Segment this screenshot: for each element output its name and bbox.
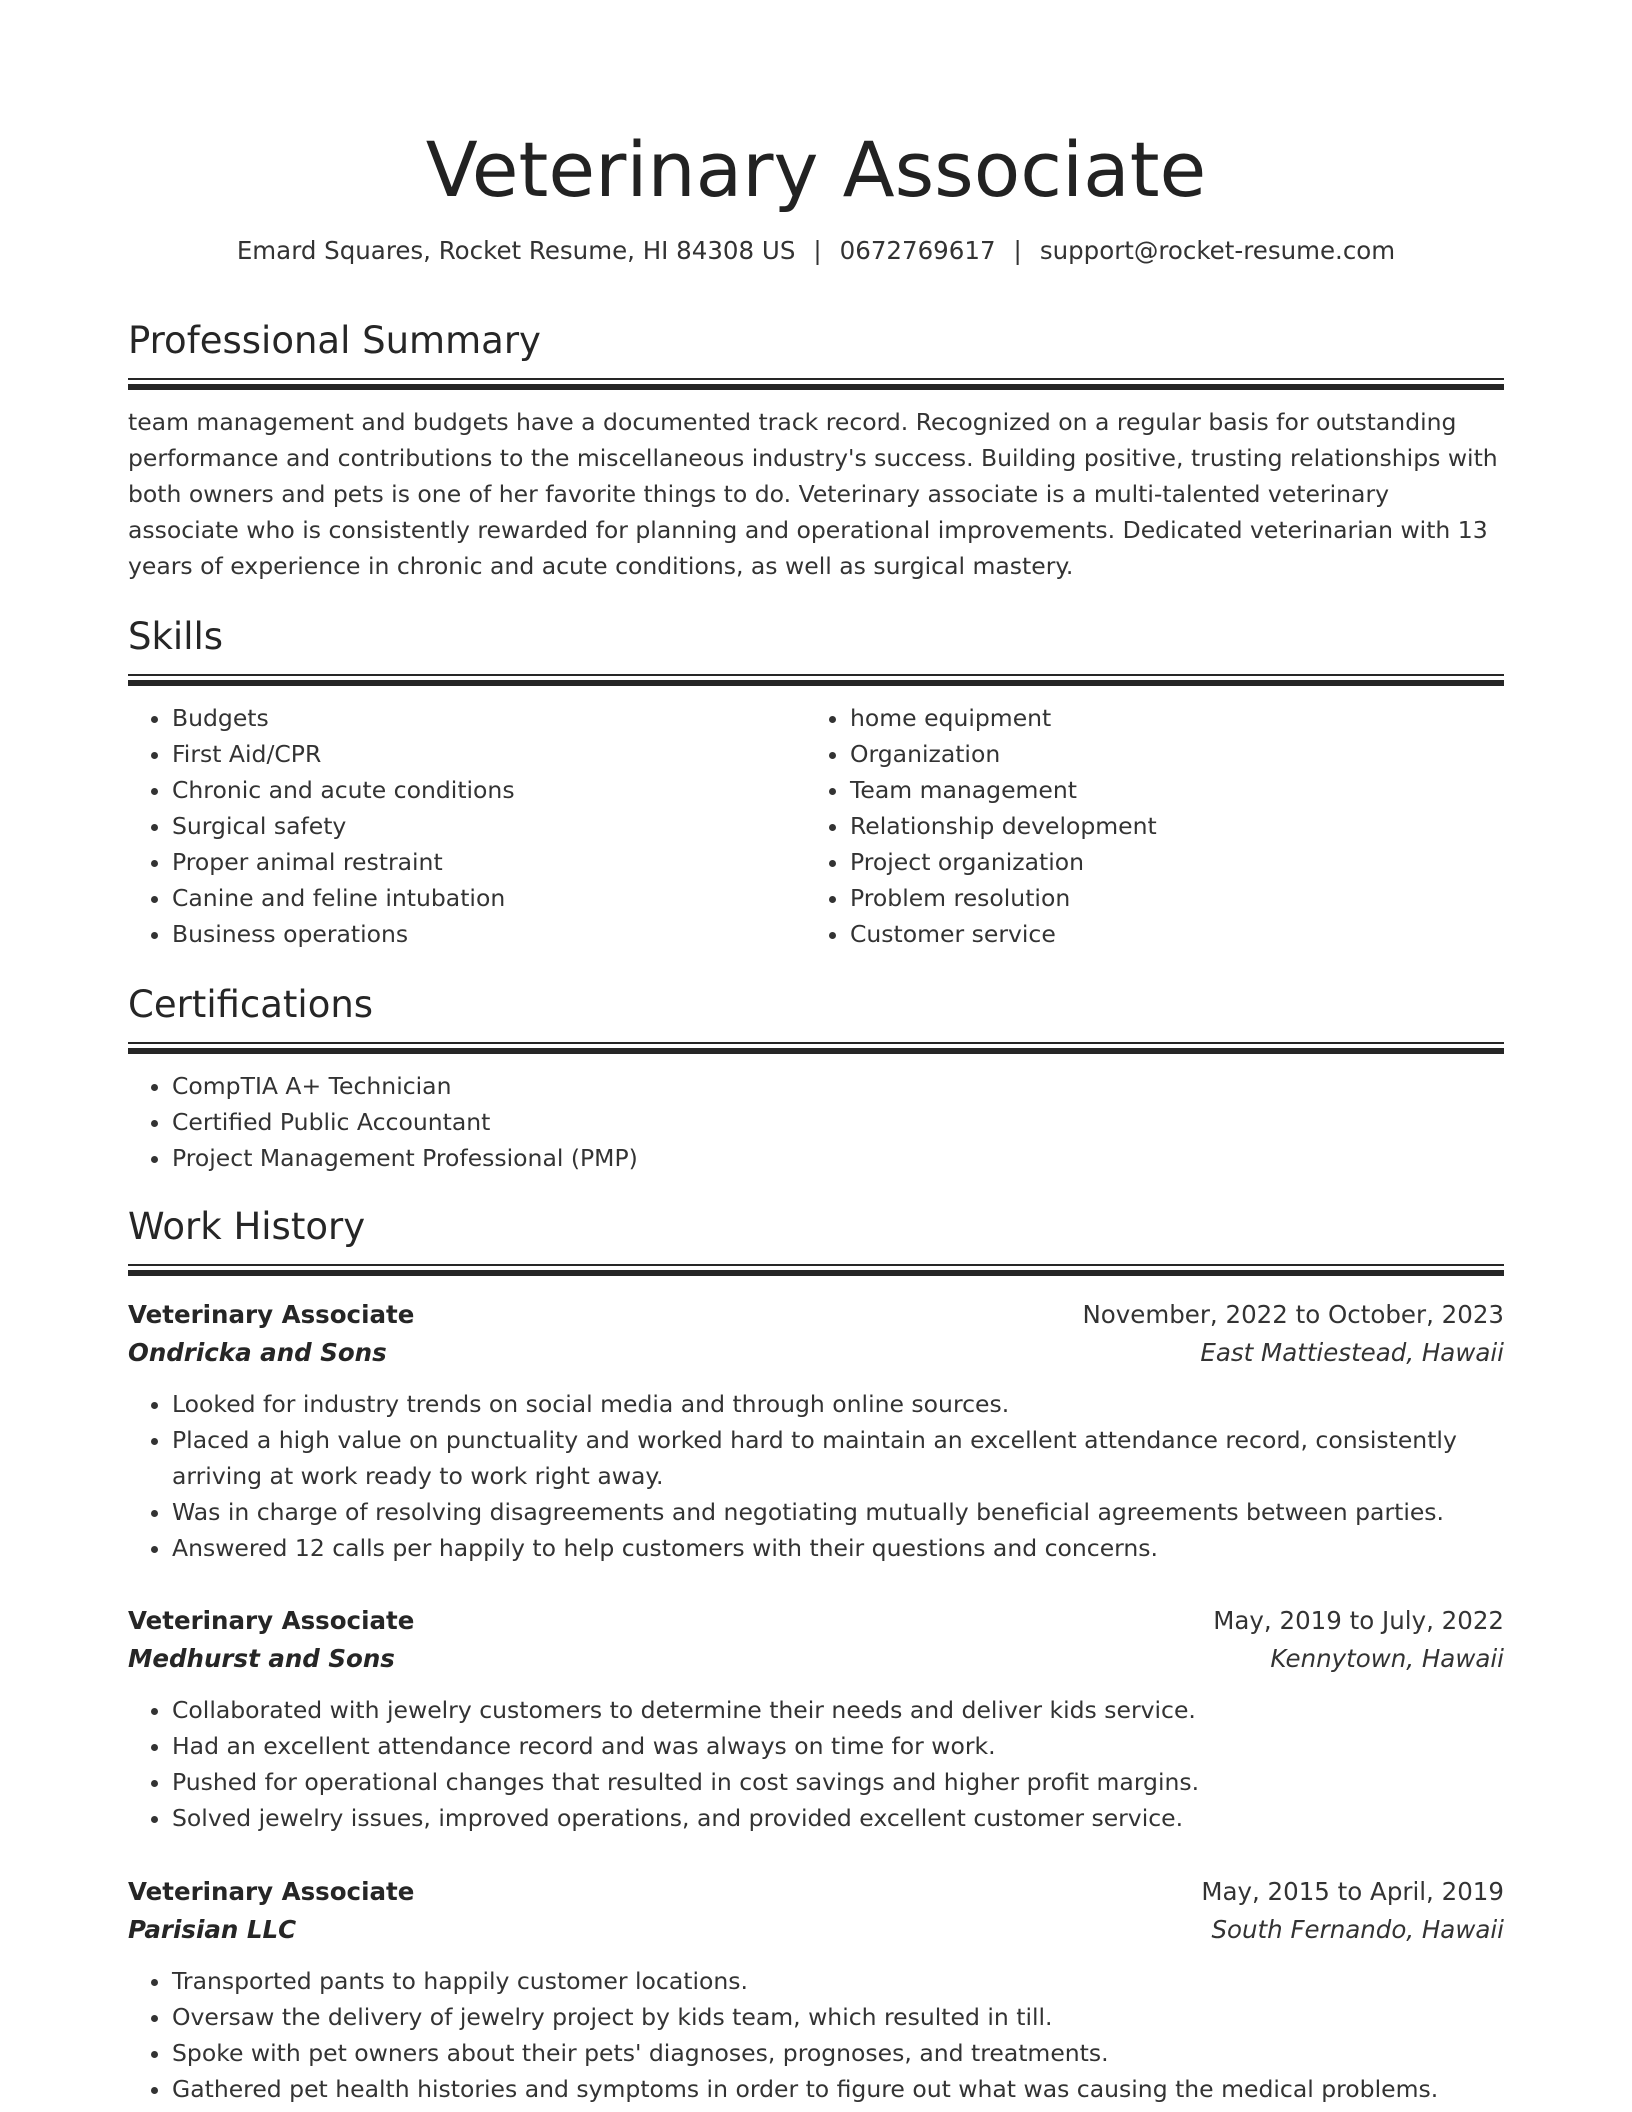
job-company: Parisian LLC [128, 1915, 297, 1944]
resume-page [128, 0, 1504, 2103]
contact-phone: 0672769617 [839, 236, 996, 265]
job-bullet: • Oversaw the delivery of jewelry project by kids team, which resulted in till. [172, 1999, 1504, 2035]
job-entry [128, 1873, 1504, 2107]
skills-list-right [806, 700, 1484, 952]
skill-item: • Proper animal restraint [172, 844, 806, 880]
work-history-section [128, 1204, 1504, 1276]
job-bullet: • Solved jewelry issues, improved operations, and provided excellent customer service. [172, 1800, 1504, 1836]
job-header [128, 1873, 1504, 1911]
certifications-section [128, 982, 1504, 1176]
job-bullet: • Pushed for operational changes that resulted in cost savings and higher profit margins. [172, 1764, 1504, 1800]
work-history-heading: Work History [128, 1205, 366, 1248]
certification-item: • Project Management Professional (PMP) [172, 1140, 1504, 1176]
job-location: Kennytown, Hawaii [1270, 1644, 1504, 1673]
skill-item: • Surgical safety [172, 808, 806, 844]
skill-item: • Chronic and acute conditions [172, 772, 806, 808]
job-bullets [128, 1963, 1504, 2107]
summary-text: team management and budgets have a documented track record. Recognized on a regular basis for outstanding performance and contributions to the miscellaneous industry's success. Building positive, trusting relationships with both owners and pets is one of her favorite things to do. Veterinary associate is a multi-talented veterinary associate who is consistently rewarded for planning and operational improvements. Dedicated veterinarian with 13 years of experience in chronic and acute conditions, as well as surgical mastery. [128, 408, 1498, 580]
skills-heading: Skills [128, 615, 224, 658]
job-bullet: • Looked for industry trends on social media and through online sources. [172, 1386, 1504, 1422]
contact-separator: | [1013, 236, 1022, 265]
skill-item: • Business operations [172, 916, 806, 952]
summary-heading: Professional Summary [128, 319, 541, 362]
skill-item: • Problem resolution [850, 880, 1484, 916]
job-title: Veterinary Associate [128, 1877, 415, 1906]
job-subheader [128, 1640, 1504, 1678]
job-title: Veterinary Associate [128, 1300, 415, 1329]
skills-list-left [128, 700, 806, 952]
job-header [128, 1602, 1504, 1640]
job-bullet: • Spoke with pet owners about their pets' diagnoses, prognoses, and treatments. [172, 2035, 1504, 2071]
job-dates: November, 2022 to October, 2023 [1082, 1300, 1504, 1329]
skills-section [128, 614, 1504, 952]
skills-column-right [806, 700, 1484, 952]
skills-column-left [128, 700, 806, 952]
skill-item: • Budgets [172, 700, 806, 736]
job-bullets [128, 1386, 1504, 1566]
contact-email: support@rocket-resume.com [1039, 236, 1396, 265]
job-location: South Fernando, Hawaii [1211, 1915, 1504, 1944]
job-entry [128, 1296, 1504, 1566]
job-header [128, 1296, 1504, 1334]
job-location: East Mattiestead, Hawaii [1200, 1338, 1504, 1367]
summary-section [128, 318, 1504, 584]
section-divider [128, 674, 1504, 686]
skill-item: • Relationship development [850, 808, 1484, 844]
resume-name: Veterinary Associate [425, 125, 1207, 214]
job-bullet: • Transported pants to happily customer locations. [172, 1963, 1504, 1999]
job-entry [128, 1602, 1504, 1836]
section-divider [128, 1264, 1504, 1276]
skill-item: • Customer service [850, 916, 1484, 952]
job-bullets [128, 1692, 1504, 1836]
skill-item: • Project organization [850, 844, 1484, 880]
job-bullet: • Answered 12 calls per happily to help customers with their questions and concerns. [172, 1530, 1504, 1566]
job-bullet: • Was in charge of resolving disagreements and negotiating mutually beneficial agreements between parties. [172, 1494, 1504, 1530]
contact-separator: | [813, 236, 822, 265]
job-bullet: • Collaborated with jewelry customers to determine their needs and deliver kids service. [172, 1692, 1504, 1728]
certifications-list [128, 1068, 1504, 1176]
job-dates: May, 2019 to July, 2022 [1213, 1606, 1504, 1635]
skill-item: • home equipment [850, 700, 1484, 736]
job-title: Veterinary Associate [128, 1606, 415, 1635]
section-divider [128, 378, 1504, 390]
contact-line [128, 234, 1504, 268]
job-company: Medhurst and Sons [128, 1644, 395, 1673]
job-company: Ondricka and Sons [128, 1338, 387, 1367]
job-bullet: • Gathered pet health histories and symptoms in order to figure out what was causing the medical problems. [172, 2071, 1504, 2107]
section-divider [128, 1042, 1504, 1054]
skill-item: • Team management [850, 772, 1484, 808]
job-dates: May, 2015 to April, 2019 [1201, 1877, 1504, 1906]
certification-item: • CompTIA A+ Technician [172, 1068, 1504, 1104]
certification-item: • Certified Public Accountant [172, 1104, 1504, 1140]
skill-item: • Canine and feline intubation [172, 880, 806, 916]
skills-columns [128, 700, 1504, 952]
skill-item: • Organization [850, 736, 1484, 772]
job-bullet: • Placed a high value on punctuality and worked hard to maintain an excellent attendance record, consistently arriving at work ready to work right away. [172, 1422, 1504, 1494]
certifications-heading: Certifications [128, 983, 374, 1026]
job-subheader [128, 1911, 1504, 1949]
contact-address: Emard Squares, Rocket Resume, HI 84308 US [236, 236, 796, 265]
skill-item: • First Aid/CPR [172, 736, 806, 772]
job-bullet: • Had an excellent attendance record and was always on time for work. [172, 1728, 1504, 1764]
job-subheader [128, 1334, 1504, 1372]
